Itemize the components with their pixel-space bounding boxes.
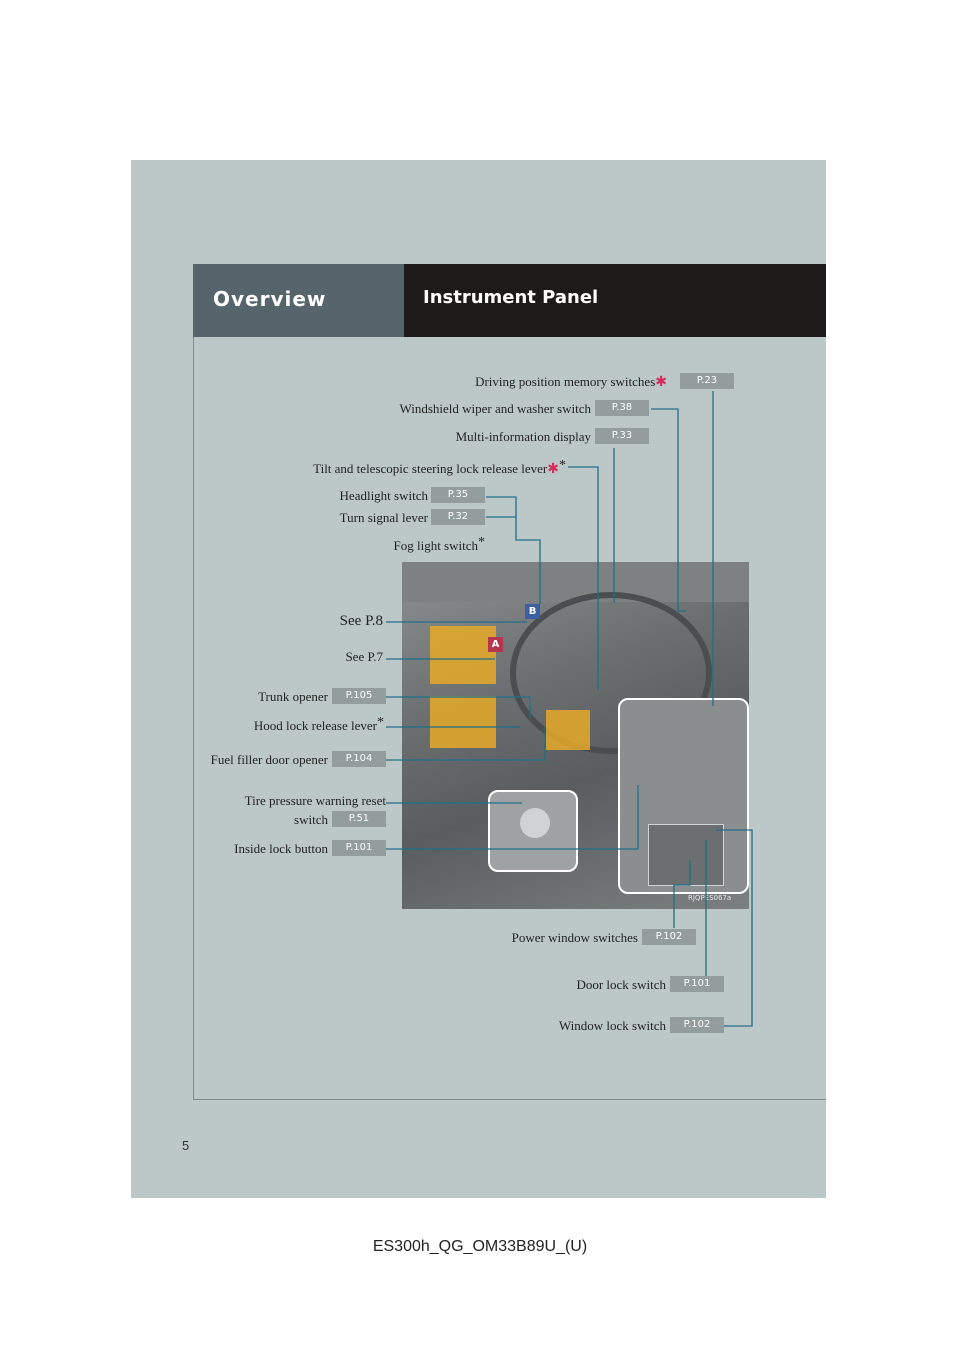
leader-tilt [568,467,598,690]
leader-fuel [386,727,545,760]
leader-power-window [674,860,690,928]
page-ref-inside-lock: P.101 [332,840,386,856]
label-power-window: Power window switches [511,930,638,945]
leader-wiper [651,409,686,611]
page-title: Instrument Panel [423,287,599,308]
leader-trunk [386,697,530,718]
page-ref-tpms: P.51 [332,811,386,827]
label-headlight: Headlight switch [339,488,428,503]
leader-window-lock [716,830,752,1026]
page-ref-trunk: P.105 [332,688,386,704]
label-hood: Hood lock release lever* [253,715,384,733]
page-ref-door-lock: P.101 [670,976,724,992]
page-ref-driving-memory: P.23 [680,373,734,389]
label-wiper: Windshield wiper and washer switch [399,401,591,416]
page-ref-turn-signal: P.32 [431,509,485,525]
page-ref-multi-display: P.33 [595,428,649,444]
label-driving-memory: Driving position memory switches✱ [475,374,667,390]
page-ref-wiper: P.38 [595,400,649,416]
label-tpms-line2: switch [294,812,328,827]
label-fuel: Fuel filler door opener [210,752,328,767]
page-ref-window-lock: P.102 [670,1017,724,1033]
label-door-lock: Door lock switch [576,977,666,992]
label-turn-signal: Turn signal lever [339,510,428,525]
asterisk-icon: * [377,715,384,730]
page-number: 5 [182,1138,190,1153]
label-tpms-line1: Tire pressure warning reset [244,793,386,808]
page-ref-headlight: P.35 [431,487,485,503]
label-fog-light: Fog light switch* [393,535,485,553]
label-trunk: Trunk opener [258,689,328,704]
asterisk-icon: ✱ [655,375,667,390]
image-code: RJQPES067a [688,894,732,902]
tag-b: B [525,604,540,619]
section-title: Overview [213,287,327,311]
document-code-footer: ES300h_QG_OM33B89U_(U) [372,1238,588,1255]
label-see-p8: See P.8 [339,613,383,629]
label-see-p7: See P.7 [345,649,383,664]
asterisk-icon: * [559,458,566,473]
label-multi-display: Multi-information display [455,429,591,444]
leader-door-lock [706,840,723,984]
page-ref-fuel: P.104 [332,751,386,767]
tag-a: A [488,637,503,652]
leader-inside-lock [386,785,638,849]
label-tilt: Tilt and telescopic steering lock release lever✱* [313,458,566,477]
leader-headlight [486,497,540,604]
label-window-lock: Window lock switch [558,1018,666,1033]
asterisk-icon: ✱ [547,462,559,477]
label-inside-lock: Inside lock button [234,841,328,856]
asterisk-icon: * [478,535,485,550]
page-ref-power-window: P.102 [642,929,696,945]
